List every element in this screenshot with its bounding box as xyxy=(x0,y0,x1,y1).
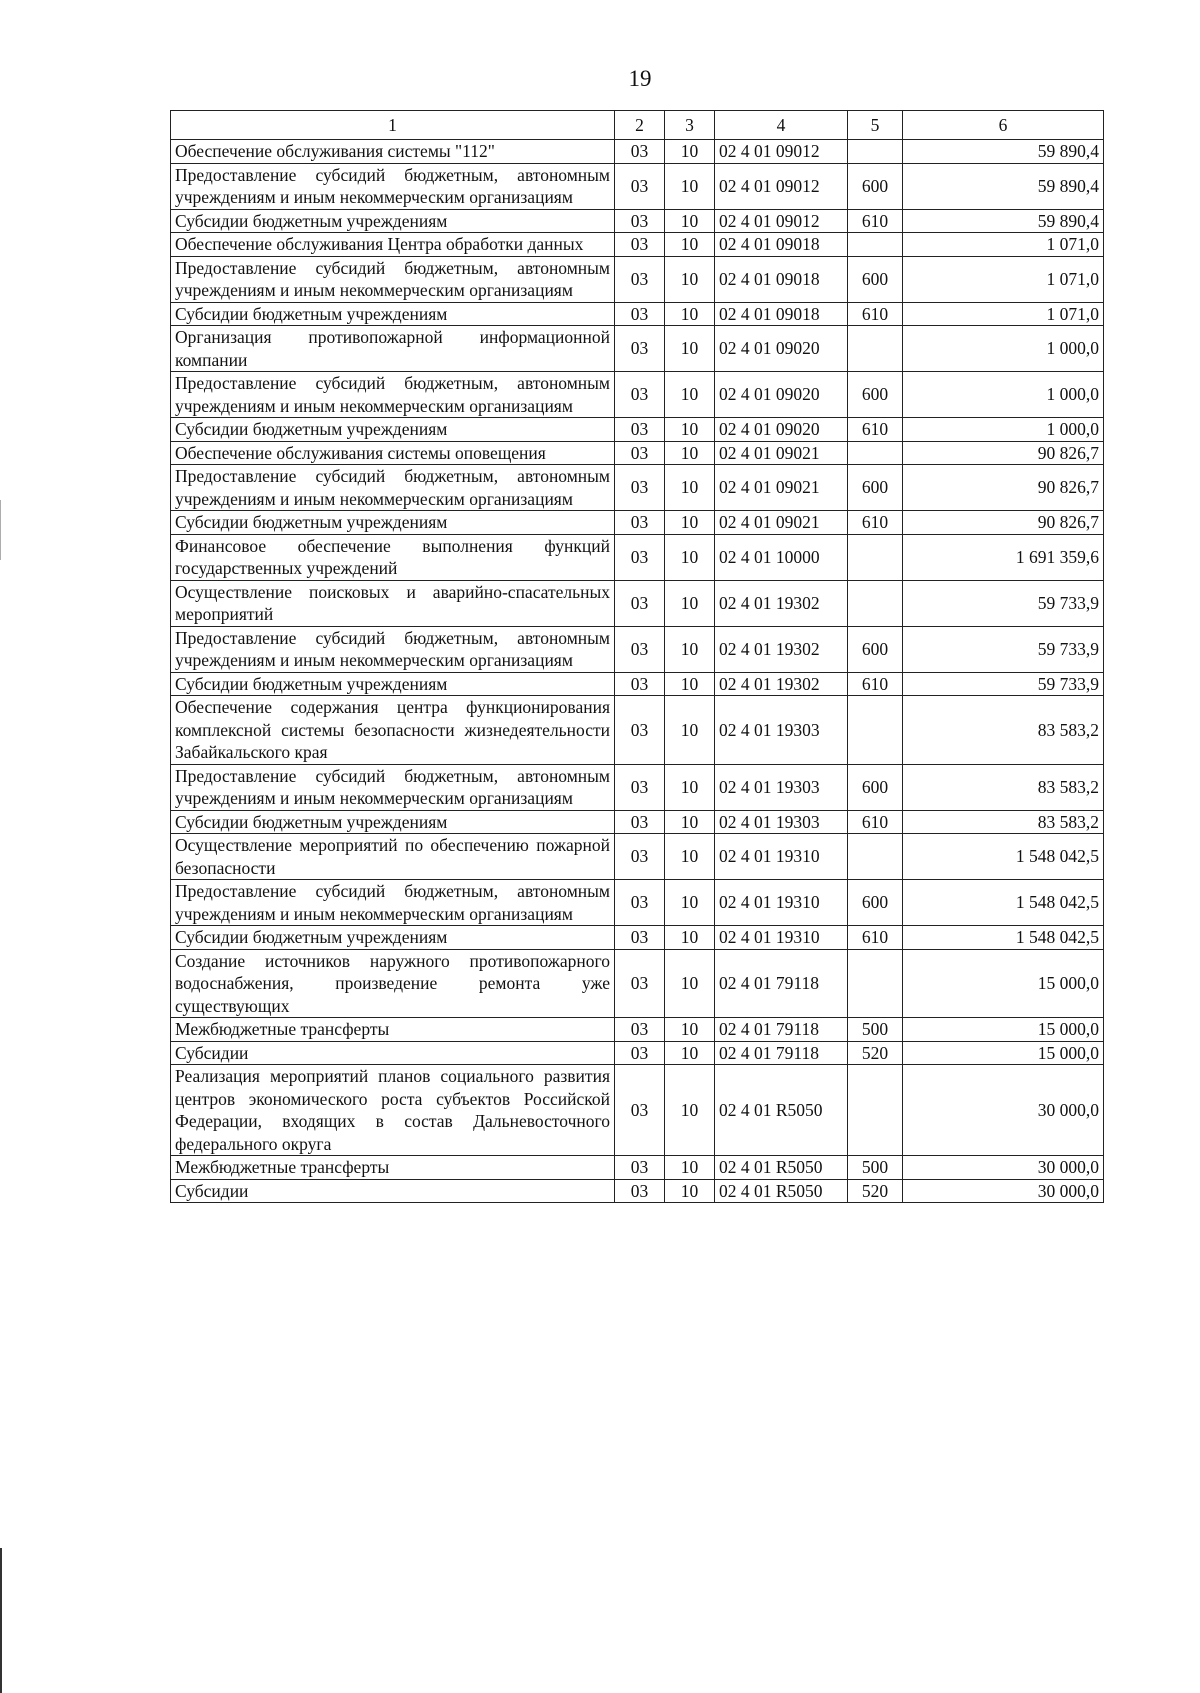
row-section: 03 xyxy=(615,1156,665,1180)
row-name: Предоставление субсидий бюджетным, автономным учреждениям и иным некоммерческим организациям xyxy=(171,256,615,302)
table-row xyxy=(171,302,1104,326)
row-expense-type: 610 xyxy=(848,418,903,442)
row-section: 03 xyxy=(615,1041,665,1065)
row-amount: 59 733,9 xyxy=(903,626,1104,672)
row-target-code: 02 4 01 79118 xyxy=(715,1041,848,1065)
scan-edge-mark xyxy=(0,500,1,560)
row-amount: 15 000,0 xyxy=(903,1018,1104,1042)
row-name: Обеспечение обслуживания системы "112" xyxy=(171,140,615,164)
column-header: 1 xyxy=(171,111,615,140)
row-section: 03 xyxy=(615,926,665,950)
row-section: 03 xyxy=(615,233,665,257)
row-amount: 59 733,9 xyxy=(903,672,1104,696)
table-row xyxy=(171,834,1104,880)
row-section: 03 xyxy=(615,949,665,1018)
row-target-code: 02 4 01 R5050 xyxy=(715,1065,848,1156)
table-row xyxy=(171,326,1104,372)
row-subsection: 10 xyxy=(665,810,715,834)
row-section: 03 xyxy=(615,880,665,926)
row-name: Межбюджетные трансферты xyxy=(171,1018,615,1042)
row-name: Реализация мероприятий планов социального развития центров экономического роста субъектов Российской Федерации, входящих в состав Дальневосточного федерального округа xyxy=(171,1065,615,1156)
row-expense-type xyxy=(848,580,903,626)
row-target-code: 02 4 01 09018 xyxy=(715,256,848,302)
table-row xyxy=(171,1156,1104,1180)
row-amount: 1 000,0 xyxy=(903,418,1104,442)
row-expense-type xyxy=(848,233,903,257)
table-row xyxy=(171,372,1104,418)
row-name: Субсидии бюджетным учреждениям xyxy=(171,418,615,442)
row-subsection: 10 xyxy=(665,696,715,765)
row-amount: 1 548 042,5 xyxy=(903,926,1104,950)
row-amount: 59 890,4 xyxy=(903,140,1104,164)
row-target-code: 02 4 01 09021 xyxy=(715,511,848,535)
row-target-code: 02 4 01 09020 xyxy=(715,326,848,372)
row-expense-type: 610 xyxy=(848,810,903,834)
row-amount: 30 000,0 xyxy=(903,1156,1104,1180)
table-row xyxy=(171,209,1104,233)
row-amount: 83 583,2 xyxy=(903,764,1104,810)
row-subsection: 10 xyxy=(665,534,715,580)
row-name: Создание источников наружного противопожарного водоснабжения, произведение ремонта уже существующих xyxy=(171,949,615,1018)
row-expense-type: 600 xyxy=(848,163,903,209)
row-target-code: 02 4 01 R5050 xyxy=(715,1156,848,1180)
row-subsection: 10 xyxy=(665,1065,715,1156)
row-section: 03 xyxy=(615,580,665,626)
row-section: 03 xyxy=(615,209,665,233)
table-row xyxy=(171,1018,1104,1042)
column-header: 2 xyxy=(615,111,665,140)
row-section: 03 xyxy=(615,441,665,465)
row-amount: 1 691 359,6 xyxy=(903,534,1104,580)
row-name: Субсидии бюджетным учреждениям xyxy=(171,209,615,233)
row-section: 03 xyxy=(615,465,665,511)
table-row xyxy=(171,926,1104,950)
row-section: 03 xyxy=(615,256,665,302)
row-name: Предоставление субсидий бюджетным, автономным учреждениям и иным некоммерческим организациям xyxy=(171,764,615,810)
row-expense-type: 600 xyxy=(848,764,903,810)
row-amount: 1 000,0 xyxy=(903,326,1104,372)
row-section: 03 xyxy=(615,163,665,209)
row-section: 03 xyxy=(615,1018,665,1042)
row-section: 03 xyxy=(615,1065,665,1156)
table-row xyxy=(171,465,1104,511)
row-subsection: 10 xyxy=(665,465,715,511)
table-row xyxy=(171,163,1104,209)
table-row xyxy=(171,880,1104,926)
row-name: Предоставление субсидий бюджетным, автономным учреждениям и иным некоммерческим организациям xyxy=(171,880,615,926)
row-expense-type: 500 xyxy=(848,1156,903,1180)
row-target-code: 02 4 01 09020 xyxy=(715,418,848,442)
row-amount: 90 826,7 xyxy=(903,511,1104,535)
row-section: 03 xyxy=(615,511,665,535)
row-target-code: 02 4 01 19302 xyxy=(715,580,848,626)
row-name: Субсидии бюджетным учреждениям xyxy=(171,926,615,950)
row-section: 03 xyxy=(615,696,665,765)
row-subsection: 10 xyxy=(665,511,715,535)
row-expense-type: 610 xyxy=(848,302,903,326)
row-target-code: 02 4 01 19310 xyxy=(715,926,848,950)
table-row xyxy=(171,140,1104,164)
row-section: 03 xyxy=(615,810,665,834)
table-row xyxy=(171,418,1104,442)
row-expense-type: 600 xyxy=(848,626,903,672)
row-subsection: 10 xyxy=(665,233,715,257)
row-name: Организация противопожарной информационной компании xyxy=(171,326,615,372)
row-target-code: 02 4 01 19302 xyxy=(715,626,848,672)
row-expense-type xyxy=(848,534,903,580)
row-amount: 1 071,0 xyxy=(903,256,1104,302)
row-section: 03 xyxy=(615,1179,665,1203)
table-row xyxy=(171,949,1104,1018)
table-row xyxy=(171,672,1104,696)
row-name: Субсидии бюджетным учреждениям xyxy=(171,672,615,696)
table-row xyxy=(171,441,1104,465)
row-name: Субсидии бюджетным учреждениям xyxy=(171,810,615,834)
row-name: Предоставление субсидий бюджетным, автономным учреждениям и иным некоммерческим организациям xyxy=(171,626,615,672)
row-name: Предоставление субсидий бюджетным, автономным учреждениям и иным некоммерческим организациям xyxy=(171,163,615,209)
row-target-code: 02 4 01 09012 xyxy=(715,209,848,233)
row-name: Осуществление мероприятий по обеспечению пожарной безопасности xyxy=(171,834,615,880)
row-subsection: 10 xyxy=(665,163,715,209)
row-amount: 1 548 042,5 xyxy=(903,880,1104,926)
column-header: 3 xyxy=(665,111,715,140)
row-target-code: 02 4 01 09012 xyxy=(715,163,848,209)
row-amount: 1 000,0 xyxy=(903,372,1104,418)
row-name: Межбюджетные трансферты xyxy=(171,1156,615,1180)
table-row xyxy=(171,256,1104,302)
table-row xyxy=(171,1179,1104,1203)
row-subsection: 10 xyxy=(665,1156,715,1180)
row-section: 03 xyxy=(615,534,665,580)
row-subsection: 10 xyxy=(665,834,715,880)
row-name: Финансовое обеспечение выполнения функций государственных учреждений xyxy=(171,534,615,580)
row-target-code: 02 4 01 09012 xyxy=(715,140,848,164)
table-row xyxy=(171,233,1104,257)
row-target-code: 02 4 01 09021 xyxy=(715,441,848,465)
row-target-code: 02 4 01 19303 xyxy=(715,696,848,765)
row-subsection: 10 xyxy=(665,626,715,672)
row-section: 03 xyxy=(615,418,665,442)
row-subsection: 10 xyxy=(665,256,715,302)
row-target-code: 02 4 01 19310 xyxy=(715,880,848,926)
column-header: 4 xyxy=(715,111,848,140)
row-name: Субсидии бюджетным учреждениям xyxy=(171,302,615,326)
table-row xyxy=(171,511,1104,535)
row-amount: 90 826,7 xyxy=(903,465,1104,511)
row-name: Обеспечение обслуживания системы оповещения xyxy=(171,441,615,465)
row-name: Субсидии xyxy=(171,1041,615,1065)
row-section: 03 xyxy=(615,764,665,810)
row-expense-type xyxy=(848,834,903,880)
row-expense-type xyxy=(848,949,903,1018)
row-subsection: 10 xyxy=(665,580,715,626)
row-amount: 59 890,4 xyxy=(903,163,1104,209)
row-expense-type: 520 xyxy=(848,1041,903,1065)
row-section: 03 xyxy=(615,626,665,672)
row-expense-type xyxy=(848,441,903,465)
row-expense-type: 520 xyxy=(848,1179,903,1203)
row-section: 03 xyxy=(615,302,665,326)
row-subsection: 10 xyxy=(665,764,715,810)
row-expense-type: 600 xyxy=(848,880,903,926)
row-target-code: 02 4 01 79118 xyxy=(715,949,848,1018)
row-name: Предоставление субсидий бюджетным, автономным учреждениям и иным некоммерческим организациям xyxy=(171,372,615,418)
row-subsection: 10 xyxy=(665,672,715,696)
row-subsection: 10 xyxy=(665,372,715,418)
row-subsection: 10 xyxy=(665,140,715,164)
row-subsection: 10 xyxy=(665,418,715,442)
row-target-code: 02 4 01 09018 xyxy=(715,233,848,257)
row-amount: 15 000,0 xyxy=(903,1041,1104,1065)
row-amount: 30 000,0 xyxy=(903,1179,1104,1203)
table-row xyxy=(171,810,1104,834)
column-header: 6 xyxy=(903,111,1104,140)
row-name: Осуществление поисковых и аварийно-спасательных мероприятий xyxy=(171,580,615,626)
row-expense-type: 610 xyxy=(848,672,903,696)
table-row xyxy=(171,580,1104,626)
row-expense-type xyxy=(848,1065,903,1156)
row-subsection: 10 xyxy=(665,1179,715,1203)
row-subsection: 10 xyxy=(665,302,715,326)
row-target-code: 02 4 01 10000 xyxy=(715,534,848,580)
row-target-code: 02 4 01 79118 xyxy=(715,1018,848,1042)
row-subsection: 10 xyxy=(665,1018,715,1042)
scan-edge-mark xyxy=(0,1548,2,1693)
row-expense-type: 500 xyxy=(848,1018,903,1042)
row-subsection: 10 xyxy=(665,1041,715,1065)
row-target-code: 02 4 01 09020 xyxy=(715,372,848,418)
row-section: 03 xyxy=(615,834,665,880)
row-section: 03 xyxy=(615,326,665,372)
table-row xyxy=(171,764,1104,810)
row-target-code: 02 4 01 09021 xyxy=(715,465,848,511)
row-subsection: 10 xyxy=(665,209,715,233)
table-row xyxy=(171,1041,1104,1065)
row-amount: 1 071,0 xyxy=(903,233,1104,257)
row-name: Обеспечение содержания центра функционирования комплексной системы безопасности жизнедеятельности Забайкальского края xyxy=(171,696,615,765)
row-name: Обеспечение обслуживания Центра обработки данных xyxy=(171,233,615,257)
row-expense-type xyxy=(848,326,903,372)
table-row xyxy=(171,626,1104,672)
row-name: Предоставление субсидий бюджетным, автономным учреждениям и иным некоммерческим организациям xyxy=(171,465,615,511)
row-amount: 1 548 042,5 xyxy=(903,834,1104,880)
column-header: 5 xyxy=(848,111,903,140)
row-amount: 90 826,7 xyxy=(903,441,1104,465)
row-name: Субсидии xyxy=(171,1179,615,1203)
row-expense-type: 600 xyxy=(848,256,903,302)
row-expense-type: 600 xyxy=(848,372,903,418)
row-target-code: 02 4 01 19303 xyxy=(715,810,848,834)
row-subsection: 10 xyxy=(665,326,715,372)
table-header-row xyxy=(171,111,1104,140)
row-section: 03 xyxy=(615,372,665,418)
row-target-code: 02 4 01 19310 xyxy=(715,834,848,880)
row-amount: 83 583,2 xyxy=(903,810,1104,834)
table-row xyxy=(171,696,1104,765)
row-expense-type: 600 xyxy=(848,465,903,511)
row-subsection: 10 xyxy=(665,949,715,1018)
row-amount: 59 890,4 xyxy=(903,209,1104,233)
row-amount: 15 000,0 xyxy=(903,949,1104,1018)
row-expense-type: 610 xyxy=(848,926,903,950)
row-amount: 59 733,9 xyxy=(903,580,1104,626)
row-target-code: 02 4 01 19303 xyxy=(715,764,848,810)
row-target-code: 02 4 01 09018 xyxy=(715,302,848,326)
row-expense-type xyxy=(848,696,903,765)
row-name: Субсидии бюджетным учреждениям xyxy=(171,511,615,535)
budget-table xyxy=(170,110,1104,1203)
row-subsection: 10 xyxy=(665,441,715,465)
page-number: 19 xyxy=(628,66,652,91)
row-amount: 83 583,2 xyxy=(903,696,1104,765)
table-row xyxy=(171,1065,1104,1156)
row-amount: 30 000,0 xyxy=(903,1065,1104,1156)
row-target-code: 02 4 01 19302 xyxy=(715,672,848,696)
row-section: 03 xyxy=(615,140,665,164)
row-expense-type: 610 xyxy=(848,511,903,535)
row-subsection: 10 xyxy=(665,926,715,950)
table-row xyxy=(171,534,1104,580)
row-subsection: 10 xyxy=(665,880,715,926)
row-section: 03 xyxy=(615,672,665,696)
row-target-code: 02 4 01 R5050 xyxy=(715,1179,848,1203)
row-expense-type xyxy=(848,140,903,164)
row-expense-type: 610 xyxy=(848,209,903,233)
row-amount: 1 071,0 xyxy=(903,302,1104,326)
